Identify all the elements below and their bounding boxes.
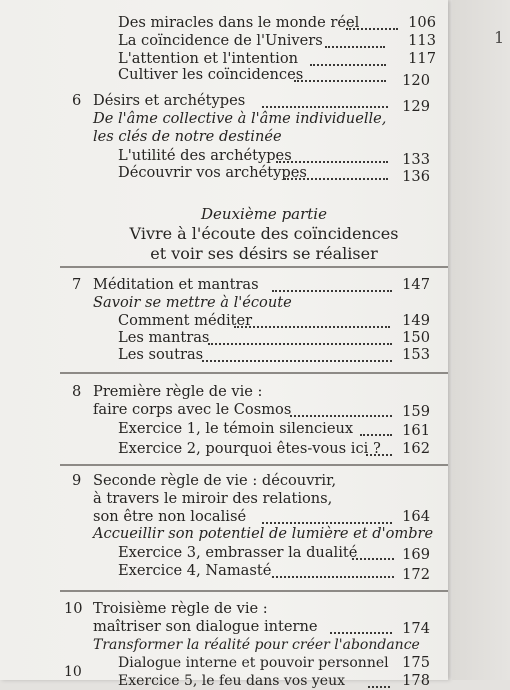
divider [60, 464, 448, 466]
dot-leader [360, 434, 392, 436]
page-number: 113 [408, 32, 436, 49]
toc-entry: Des miracles dans le monde réel [118, 14, 360, 31]
chapter-title: son être non localisé [93, 508, 247, 525]
chapter-subtitle: Accueillir son potentiel de lumière et d'ombre [93, 525, 434, 542]
chapter-title: Seconde règle de vie : découvrir, [93, 472, 337, 489]
page-number: 136 [402, 168, 430, 185]
chapter-title: Troisième règle de vie : [93, 600, 268, 617]
dot-leader [272, 290, 392, 292]
part-title: et voir ses désirs se réaliser [150, 244, 378, 263]
toc-entry: Les soutras [118, 346, 204, 363]
dot-leader [352, 558, 394, 560]
chapter-number: 8 [72, 383, 82, 400]
part-title: Vivre à l'écoute des coïncidences [129, 224, 399, 243]
facing-page-edge [452, 0, 510, 680]
dot-leader [272, 576, 394, 578]
part-label: Deuxième partie [201, 205, 327, 223]
chapter-title: à travers le miroir des relations, [93, 490, 333, 507]
page-number: 175 [402, 654, 430, 671]
dot-leader [325, 46, 385, 48]
page-number: 161 [402, 422, 430, 439]
dot-leader [346, 28, 398, 30]
chapter-subtitle: Savoir se mettre à l'écoute [93, 294, 292, 311]
toc-entry: Dialogue interne et pouvoir personnel [118, 655, 389, 671]
chapter-subtitle: De l'âme collective à l'âme individuelle, [93, 110, 387, 127]
toc-entry: Découvrir vos archétypes [118, 164, 307, 181]
page-number: 149 [402, 312, 430, 329]
chapter-title: Désirs et archétypes [93, 92, 246, 109]
dot-leader [368, 686, 390, 688]
toc-entry: Cultiver les coïncidences [118, 66, 304, 83]
page-number: 147 [402, 276, 430, 293]
dot-leader [310, 64, 386, 66]
footer-page-number: 10 [64, 664, 82, 680]
divider [60, 266, 448, 268]
dot-leader [284, 178, 388, 180]
dot-leader [262, 106, 388, 108]
chapter-title: Méditation et mantras [93, 276, 259, 293]
chapter-title: faire corps avec le Cosmos [93, 401, 292, 418]
chapter-number: 6 [72, 92, 82, 109]
page-number: 169 [402, 546, 430, 563]
chapter-subtitle: les clés de notre destinée [93, 128, 282, 145]
dot-leader [290, 415, 392, 417]
dot-leader [276, 161, 388, 163]
page-number: 174 [402, 620, 430, 637]
dot-leader [208, 343, 392, 345]
page-number: 129 [402, 98, 430, 115]
chapter-number: 10 [64, 600, 83, 617]
page-number: 133 [402, 151, 430, 168]
page-number: 159 [402, 403, 430, 420]
dot-leader [294, 80, 386, 82]
toc-entry: Exercice 5, le feu dans vos yeux [118, 673, 345, 689]
dot-leader [262, 522, 392, 524]
page-number: 106 [408, 14, 436, 31]
chapter-number: 9 [72, 472, 82, 489]
divider [60, 590, 448, 592]
dot-leader [202, 360, 392, 362]
page-number: 150 [402, 329, 430, 346]
chapter-title: maîtriser son dialogue interne [93, 618, 318, 635]
page-number: 164 [402, 508, 430, 525]
toc-entry: La coïncidence de l'Univers [118, 32, 323, 49]
toc-entry: Exercice 3, embrasser la dualité [118, 544, 358, 561]
page-number: 120 [402, 72, 430, 89]
page-number: 117 [408, 50, 436, 67]
page-number: 178 [402, 672, 430, 689]
page-number: 153 [402, 346, 430, 363]
toc-entry: L'utilité des archétypes [118, 147, 292, 164]
toc-entry: Comment méditer [118, 312, 253, 329]
toc-entry: L'attention et l'intention [118, 50, 299, 67]
toc-entry: Exercice 1, le témoin silencieux [118, 420, 354, 437]
toc-entry: Les mantras [118, 329, 210, 346]
dot-leader [234, 326, 390, 328]
page-number: 172 [402, 566, 430, 583]
dot-leader [330, 632, 392, 634]
divider [60, 372, 448, 374]
chapter-title: Première règle de vie : [93, 383, 263, 400]
chapter-number: 7 [72, 276, 82, 293]
page-number: 162 [402, 440, 430, 457]
facing-page-glyph: 1 [494, 28, 505, 47]
dot-leader [366, 454, 392, 456]
toc-entry: Exercice 2, pourquoi êtes-vous ici ? [118, 440, 381, 457]
chapter-subtitle: Transformer la réalité pour créer l'abondance [93, 637, 420, 653]
toc-entry: Exercice 4, Namasté [118, 562, 272, 579]
